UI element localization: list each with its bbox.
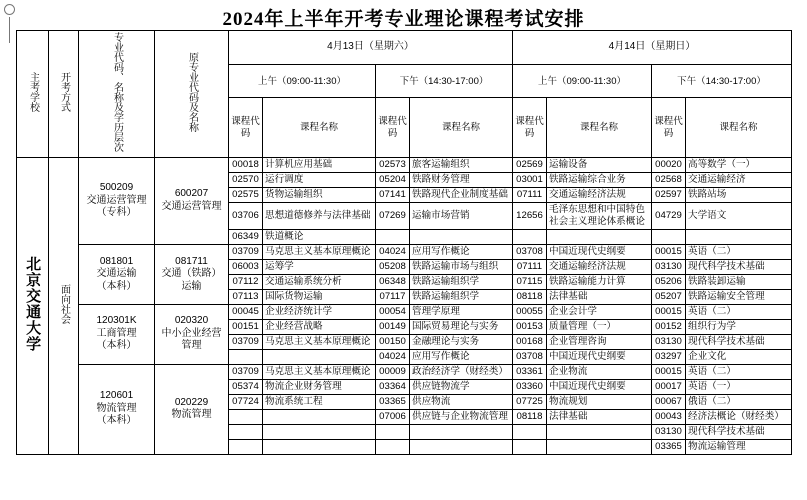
cell-course-name-3: 运输设备: [547, 157, 652, 172]
cell-course-code-2: 00054: [376, 304, 410, 319]
cell-major: 500209 交通运营管理 （专科）: [79, 157, 155, 244]
col-header-major: 专业代码、名称及学历层次: [79, 31, 155, 158]
cell-course-code-3: [513, 229, 547, 244]
cell-course-code-4: 00152: [652, 319, 686, 334]
cell-course-name-3: [547, 229, 652, 244]
cell-course-code-3: 08118: [513, 409, 547, 424]
cell-course-name-4: 大学语文: [686, 202, 792, 229]
cell-course-code-3: 02569: [513, 157, 547, 172]
col-header-day2: 4月14日（星期日）: [513, 31, 792, 65]
cell-course-name-2: 运输市场营销: [410, 202, 513, 229]
cell-course-code-4: [652, 229, 686, 244]
cell-course-code-2: 04024: [376, 349, 410, 364]
mode-label: 面向社会: [58, 283, 70, 324]
cell-course-code-3: 03361: [513, 364, 547, 379]
cell-course-code-4: 00015: [652, 244, 686, 259]
cell-course-name-1: 马克思主义基本原理概论: [263, 244, 376, 259]
col-header-day2-am: 上午（09:00-11:30）: [513, 65, 652, 98]
cell-course-name-2: 供应链物流学: [410, 379, 513, 394]
cell-course-name-3: 法律基础: [547, 289, 652, 304]
cell-course-name-1: [263, 439, 376, 454]
col-header-code-2: 课程代码: [376, 98, 410, 157]
cell-course-code-4: 00043: [652, 409, 686, 424]
cell-course-code-2: 00009: [376, 364, 410, 379]
cell-course-name-4: 高等数学（一）: [686, 157, 792, 172]
cell-course-name-1: 马克思主义基本原理概论: [263, 334, 376, 349]
cell-course-name-3: 物流规划: [547, 394, 652, 409]
cell-course-code-3: 07111: [513, 259, 547, 274]
cell-course-code-1: 06003: [229, 259, 263, 274]
cell-course-code-1: 07112: [229, 274, 263, 289]
cell-school: [17, 157, 49, 454]
cell-course-name-1: 交通运输系统分析: [263, 274, 376, 289]
cell-course-code-1: 03709: [229, 334, 263, 349]
cell-course-code-2: 06348: [376, 274, 410, 289]
cell-course-name-3: 质量管理（一）: [547, 319, 652, 334]
cell-course-code-1: 05374: [229, 379, 263, 394]
cell-course-code-4: 00017: [652, 379, 686, 394]
cell-course-name-2: 供应物流: [410, 394, 513, 409]
cell-course-code-3: [513, 439, 547, 454]
cell-course-code-2: 02573: [376, 157, 410, 172]
cell-course-code-2: 03365: [376, 394, 410, 409]
cell-course-name-1: [263, 424, 376, 439]
cell-course-code-2: 07141: [376, 187, 410, 202]
cell-course-name-1: 计算机应用基础: [263, 157, 376, 172]
cell-course-name-2: [410, 439, 513, 454]
cell-course-name-3: 法律基础: [547, 409, 652, 424]
cell-course-name-4: 企业文化: [686, 349, 792, 364]
cell-course-code-1: 00151: [229, 319, 263, 334]
cell-course-code-4: 05207: [652, 289, 686, 304]
cell-course-name-4: 英语（一）: [686, 379, 792, 394]
cell-course-code-3: 12656: [513, 202, 547, 229]
cell-course-name-4: 铁路站场: [686, 187, 792, 202]
cell-course-name-4: 俄语（二）: [686, 394, 792, 409]
cell-course-name-2: 铁路运输市场与组织: [410, 259, 513, 274]
cell-course-name-4: 现代科学技术基础: [686, 259, 792, 274]
cell-course-code-3: 08118: [513, 289, 547, 304]
cell-course-code-2: [376, 439, 410, 454]
col-header-day1: 4月13日（星期六）: [229, 31, 513, 65]
table-row: [17, 244, 792, 259]
cell-course-code-4: 04729: [652, 202, 686, 229]
cell-course-name-1: 思想道德修养与法律基础: [263, 202, 376, 229]
col-header-day1-pm: 下午（14:30-17:00）: [376, 65, 513, 98]
cell-course-code-1: 03709: [229, 364, 263, 379]
cell-course-name-4: 铁路装卸运输: [686, 274, 792, 289]
cell-course-name-2: 旅客运输组织: [410, 157, 513, 172]
cell-course-name-2: 管理学原理: [410, 304, 513, 319]
cell-course-code-4: 05206: [652, 274, 686, 289]
cell-course-code-3: [513, 424, 547, 439]
cell-course-code-3: 07115: [513, 274, 547, 289]
table-row: [17, 364, 792, 379]
cell-major: 081801 交通运输 （本科）: [79, 244, 155, 304]
cell-origin-major: 020229 物流管理: [155, 364, 229, 454]
cell-course-code-1: 03706: [229, 202, 263, 229]
cell-course-code-2: 00150: [376, 334, 410, 349]
cell-course-name-2: 供应链与企业物流管理: [410, 409, 513, 424]
cell-course-code-4: 00015: [652, 304, 686, 319]
cell-course-name-4: 经济法概论（财经类）: [686, 409, 792, 424]
col-header-origin: 原专业代码及名称: [155, 31, 229, 158]
page-title: 2024年上半年开考专业理论课程考试安排: [222, 9, 585, 30]
cell-course-code-1: 07113: [229, 289, 263, 304]
cell-course-name-1: 物流企业财务管理: [263, 379, 376, 394]
cell-origin-major: 600207 交通运营管理: [155, 157, 229, 244]
col-header-code-3: 课程代码: [513, 98, 547, 157]
cell-course-code-2: [376, 229, 410, 244]
cell-course-code-4: 03130: [652, 424, 686, 439]
table-row: [17, 304, 792, 319]
cell-course-code-4: 02597: [652, 187, 686, 202]
cell-course-name-2: 铁路现代企业制度基础: [410, 187, 513, 202]
cell-course-code-3: 07725: [513, 394, 547, 409]
cell-course-code-3: 03708: [513, 244, 547, 259]
cell-course-code-1: 07724: [229, 394, 263, 409]
cell-course-name-2: 铁路运输组织学: [410, 289, 513, 304]
cell-course-name-3: 企业管理咨询: [547, 334, 652, 349]
cell-course-name-2: 铁路运输组织学: [410, 274, 513, 289]
cell-course-code-2: 04024: [376, 244, 410, 259]
cell-course-name-1: 国际货物运输: [263, 289, 376, 304]
cell-course-name-3: 中国近现代史纲要: [547, 244, 652, 259]
cell-course-name-4: [686, 229, 792, 244]
cell-course-code-3: 00153: [513, 319, 547, 334]
cell-origin-major: 020320 中小企业经营管理: [155, 304, 229, 364]
cell-course-code-2: 07269: [376, 202, 410, 229]
cell-course-code-1: 06349: [229, 229, 263, 244]
cell-origin-major: 081711 交通（铁路）运输: [155, 244, 229, 304]
cell-course-name-3: 交通运输经济法规: [547, 259, 652, 274]
cell-course-code-2: 07006: [376, 409, 410, 424]
cell-course-name-3: 中国近现代史纲要: [547, 349, 652, 364]
cell-course-name-1: 企业经营战略: [263, 319, 376, 334]
col-header-day1-am: 上午（09:00-11:30）: [229, 65, 376, 98]
cell-course-name-3: [547, 439, 652, 454]
school-label: 北京交通大学: [24, 255, 42, 352]
cell-course-code-3: 00168: [513, 334, 547, 349]
cell-course-code-3: 03001: [513, 172, 547, 187]
table-body: [17, 157, 792, 454]
col-header-code-4: 课程代码: [652, 98, 686, 157]
cell-course-code-4: 00020: [652, 157, 686, 172]
cell-course-name-4: 组织行为学: [686, 319, 792, 334]
cell-course-name-1: [263, 349, 376, 364]
col-header-code-1: 课程代码: [229, 98, 263, 157]
cell-course-name-3: 中国近现代史纲要: [547, 379, 652, 394]
cell-course-name-2: 应用写作概论: [410, 244, 513, 259]
cell-course-name-2: 国际贸易理论与实务: [410, 319, 513, 334]
cell-course-code-3: 07111: [513, 187, 547, 202]
cell-course-code-1: [229, 424, 263, 439]
cell-course-name-4: 英语（二）: [686, 244, 792, 259]
cell-course-code-4: 03130: [652, 259, 686, 274]
cell-course-name-3: 毛泽东思想和中国特色社会主义理论体系概论: [547, 202, 652, 229]
cell-course-name-3: 企业会计学: [547, 304, 652, 319]
cell-mode: [49, 157, 79, 454]
col-header-name-4: 课程名称: [686, 98, 792, 157]
cell-course-name-4: 英语（二）: [686, 304, 792, 319]
cell-course-name-4: 现代科学技术基础: [686, 424, 792, 439]
cell-course-name-2: 应用写作概论: [410, 349, 513, 364]
cell-course-name-3: [547, 424, 652, 439]
cell-course-name-3: 铁路运输能力计算: [547, 274, 652, 289]
cell-course-code-4: 02568: [652, 172, 686, 187]
cell-course-code-1: 00018: [229, 157, 263, 172]
cell-course-name-3: 交通运输经济法规: [547, 187, 652, 202]
cell-course-code-1: 02575: [229, 187, 263, 202]
cell-course-code-3: 03360: [513, 379, 547, 394]
cell-course-code-2: [376, 424, 410, 439]
cell-course-name-1: 运筹学: [263, 259, 376, 274]
cell-course-name-2: 政治经济学（财经类）: [410, 364, 513, 379]
exam-schedule-table: [16, 30, 792, 455]
table-row: [17, 157, 792, 172]
cell-course-name-1: 马克思主义基本原理概论: [263, 364, 376, 379]
cell-course-name-4: 现代科学技术基础: [686, 334, 792, 349]
cell-course-name-2: [410, 229, 513, 244]
cell-course-code-4: 03297: [652, 349, 686, 364]
cell-course-code-1: 00045: [229, 304, 263, 319]
cell-course-code-1: [229, 349, 263, 364]
col-header-day2-pm: 下午（14:30-17:00）: [652, 65, 792, 98]
cell-course-code-1: [229, 439, 263, 454]
cell-course-code-4: 00067: [652, 394, 686, 409]
cell-course-code-4: 03365: [652, 439, 686, 454]
cell-course-name-3: 铁路运输综合业务: [547, 172, 652, 187]
cell-major: 120301K 工商管理 （本科）: [79, 304, 155, 364]
cell-course-name-4: 英语（二）: [686, 364, 792, 379]
col-header-name-1: 课程名称: [263, 98, 376, 157]
cell-course-code-1: [229, 409, 263, 424]
cell-course-code-2: 05204: [376, 172, 410, 187]
cell-course-code-2: 03364: [376, 379, 410, 394]
cell-course-name-1: [263, 409, 376, 424]
cell-course-name-1: 运行调度: [263, 172, 376, 187]
cell-course-name-4: 铁路运输安全管理: [686, 289, 792, 304]
cell-course-name-1: 物流系统工程: [263, 394, 376, 409]
cell-course-code-4: 00015: [652, 364, 686, 379]
cell-course-name-2: [410, 424, 513, 439]
cell-course-name-1: 铁道概论: [263, 229, 376, 244]
cell-course-code-3: 00055: [513, 304, 547, 319]
cell-course-name-2: 铁路财务管理: [410, 172, 513, 187]
cell-course-code-2: 07117: [376, 289, 410, 304]
col-header-school: 主考学校: [17, 31, 49, 158]
cell-course-code-3: 03708: [513, 349, 547, 364]
cell-course-name-3: 企业物流: [547, 364, 652, 379]
cell-course-name-2: 金融理论与实务: [410, 334, 513, 349]
cell-course-code-4: 03130: [652, 334, 686, 349]
col-header-mode: 开考方式: [49, 31, 79, 158]
cell-course-name-1: 企业经济统计学: [263, 304, 376, 319]
cell-course-name-4: 物流运输管理: [686, 439, 792, 454]
cell-course-code-2: 00149: [376, 319, 410, 334]
cell-course-code-2: 05208: [376, 259, 410, 274]
cell-major: 120601 物流管理 （本科）: [79, 364, 155, 454]
cell-course-code-1: 03709: [229, 244, 263, 259]
cell-course-name-4: 交通运输经济: [686, 172, 792, 187]
col-header-name-3: 课程名称: [547, 98, 652, 157]
cell-course-code-1: 02570: [229, 172, 263, 187]
col-header-name-2: 课程名称: [410, 98, 513, 157]
cell-course-name-1: 货物运输组织: [263, 187, 376, 202]
